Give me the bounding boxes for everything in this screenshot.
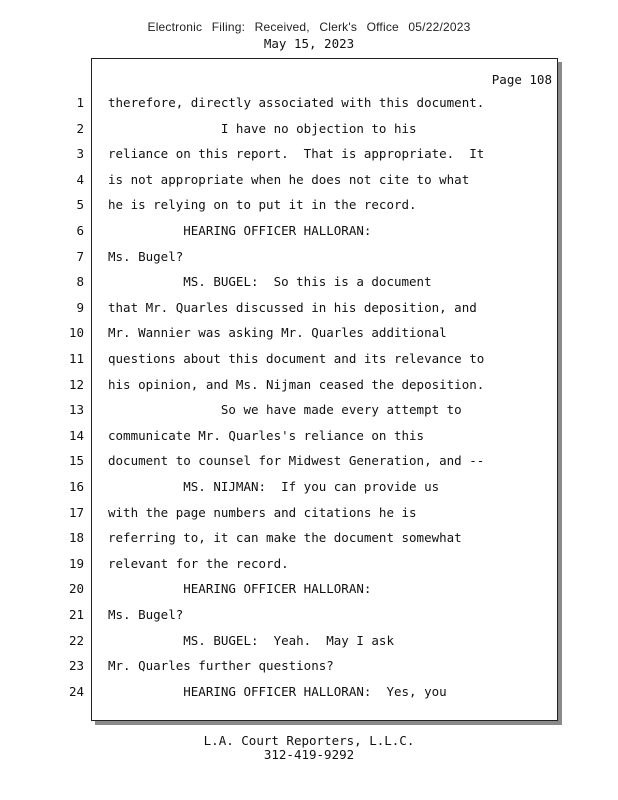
page-number: Page 108 xyxy=(491,72,552,87)
line-text: HEARING OFFICER HALLORAN: xyxy=(108,223,372,238)
line-text: Mr. Quarles further questions? xyxy=(108,658,334,674)
transcript-line xyxy=(0,530,560,550)
line-text: he is relying on to put it in the record. xyxy=(108,197,417,213)
transcript-line xyxy=(0,479,560,499)
line-number: 21 xyxy=(68,607,84,622)
transcript-line xyxy=(0,505,560,525)
line-text: questions about this document and its relevance to xyxy=(108,351,485,366)
line-text: HEARING OFFICER HALLORAN: Yes, you xyxy=(108,683,447,699)
line-number: 7 xyxy=(76,248,84,264)
transcript-line xyxy=(0,223,560,243)
line-text: So we have made every attempt to xyxy=(108,402,462,418)
line-text: relevant for the record. xyxy=(108,555,289,571)
line-number: 16 xyxy=(68,479,84,494)
line-number: 3 xyxy=(76,146,84,162)
transcript-line xyxy=(0,377,560,397)
transcript-line xyxy=(0,172,560,192)
line-number: 18 xyxy=(68,530,84,546)
transcript-line xyxy=(0,121,560,141)
line-number: 11 xyxy=(68,351,84,366)
line-text: his opinion, and Ms. Nijman ceased the deposition. xyxy=(108,376,485,392)
line-number: 1 xyxy=(76,95,84,110)
transcript-line xyxy=(0,453,560,473)
line-number: 20 xyxy=(68,581,84,597)
line-text: with the page numbers and citations he is xyxy=(108,504,417,520)
transcript-line xyxy=(0,556,560,576)
line-number: 4 xyxy=(76,171,84,187)
transcript-line xyxy=(0,95,560,115)
line-text: Ms. Bugel? xyxy=(108,248,184,264)
line-number: 9 xyxy=(76,299,84,315)
transcript-line xyxy=(0,197,560,217)
court-reporter-name: L.A. Court Reporters, L.L.C. xyxy=(203,733,415,748)
line-text: therefore, directly associated with this document. xyxy=(108,95,485,110)
line-text: MS. NIJMAN: If you can provide us xyxy=(108,479,440,494)
line-text: I have no objection to his xyxy=(108,120,417,136)
line-number: 17 xyxy=(68,504,84,520)
line-number: 2 xyxy=(76,120,84,136)
transcript-line xyxy=(0,146,560,166)
line-number: 6 xyxy=(76,223,84,238)
line-number: 5 xyxy=(76,197,84,213)
line-text: referring to, it can make the document somewhat xyxy=(108,530,462,546)
transcript-line xyxy=(0,325,560,345)
line-number: 15 xyxy=(68,453,84,469)
line-text: Ms. Bugel? xyxy=(108,607,184,622)
transcript-line xyxy=(0,402,560,422)
line-number: 13 xyxy=(68,402,84,418)
transcript-line xyxy=(0,684,560,704)
transcript-date: May 15, 2023 xyxy=(263,36,355,51)
line-number: 23 xyxy=(68,658,84,674)
court-reporter-phone: 312-419-9292 xyxy=(263,747,355,762)
line-text: communicate Mr. Quarles's reliance on this xyxy=(108,427,425,443)
line-text: MS. BUGEL: So this is a document xyxy=(108,274,432,290)
line-number: 14 xyxy=(68,427,84,443)
transcript-line xyxy=(0,300,560,320)
transcript-line xyxy=(0,633,560,653)
line-number: 8 xyxy=(76,274,84,290)
line-text: is not appropriate when he does not cite to what xyxy=(108,171,470,187)
line-text: Mr. Wannier was asking Mr. Quarles additional xyxy=(108,325,447,341)
transcript-line xyxy=(0,428,560,448)
line-number: 12 xyxy=(68,376,84,392)
line-text: MS. BUGEL: Yeah. May I ask xyxy=(108,632,394,648)
line-text: that Mr. Quarles discussed in his deposition, and xyxy=(108,299,477,315)
line-number: 19 xyxy=(68,555,84,571)
line-number: 22 xyxy=(68,632,84,648)
transcript-line xyxy=(0,249,560,269)
transcript-line xyxy=(0,581,560,601)
line-text: document to counsel for Midwest Generation, and -- xyxy=(108,453,485,469)
transcript-line xyxy=(0,607,560,627)
transcript-line xyxy=(0,658,560,678)
transcript-line xyxy=(0,274,560,294)
line-text: HEARING OFFICER HALLORAN: xyxy=(108,581,372,597)
line-number: 10 xyxy=(68,325,84,341)
transcript-line xyxy=(0,351,560,371)
line-text: reliance on this report. That is appropriate. It xyxy=(108,146,485,162)
filing-stamp: Electronic Filing: Received, Clerk's Office 05/22/2023 xyxy=(147,20,471,34)
line-number: 24 xyxy=(68,683,84,699)
